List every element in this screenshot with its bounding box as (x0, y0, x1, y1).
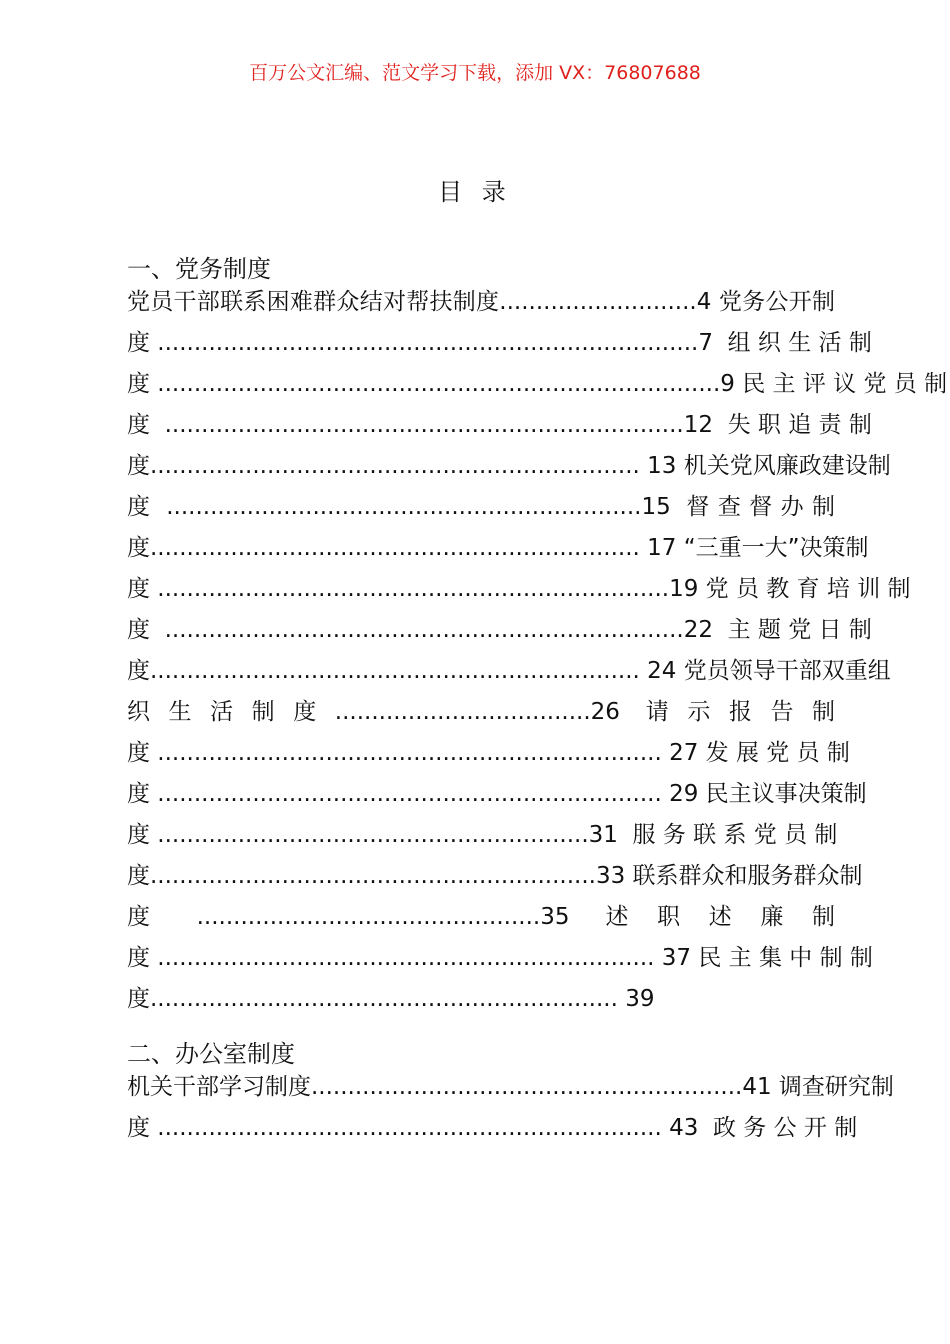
toc-line[interactable]: 党员干部联系困难群众结对帮扶制度...........................4 党务公开制 (127, 289, 835, 315)
toc-line[interactable]: 度 ...............................................35 述 职 述 廉 制 (127, 904, 835, 930)
toc-line[interactable]: 机关干部学习制度...........................................................41 调查研究制 (127, 1074, 894, 1100)
toc-line[interactable]: 度 ...........................................................31 服 务 联 系 党 员 制 (127, 822, 838, 848)
toc-line[interactable]: 度 ..................................................................... 43 政 务 公 开 制 (127, 1115, 858, 1141)
toc-line[interactable]: 度................................................................... 17 “三重一大”决策制 (127, 535, 869, 561)
section-heading-office: 二、办公室制度 (127, 1040, 295, 1068)
toc-line[interactable]: 度 ..................................................................... 27 发 展 党 员 制 (127, 740, 850, 766)
toc-line[interactable]: 度 .......................................................................12 失 职 追 责 制 (127, 412, 872, 438)
toc-line[interactable]: 度 ..................................................................... 29 民主议事决策制 (127, 781, 867, 807)
toc-line[interactable]: 度 .................................................................15 督 查 督 办 制 (127, 494, 835, 520)
toc-party-affairs (127, 282, 948, 1020)
toc-line[interactable]: 度 .......................................................................22 主 题 党 日 制 (127, 617, 872, 643)
toc-office (127, 1067, 894, 1149)
toc-line[interactable]: 度 ..........................................................................7 组 织 生 活 制 (127, 330, 872, 356)
toc-line[interactable]: 度.............................................................33 联系群众和服务群众制 (127, 863, 863, 889)
toc-line[interactable]: 度 .................................................................... 37 民 主 集 中 制 制 (127, 945, 873, 971)
toc-line[interactable]: 度................................................................... 24 党员领导干部双重组 (127, 658, 891, 684)
toc-line[interactable]: 度 .............................................................................9 民 主 评 议 党 员 制 (127, 371, 948, 397)
toc-line[interactable]: 织 生 活 制 度 ...................................26 请 示 报 告 制 (127, 699, 835, 725)
section-heading-party-affairs: 一、党务制度 (127, 255, 271, 283)
toc-line[interactable]: 度................................................................... 13 机关党风廉政建设制 (127, 453, 891, 479)
toc-line[interactable]: 度 ......................................................................19 党 员 教 育 培 训 制 (127, 576, 911, 602)
toc-line[interactable]: 度................................................................ 39 (127, 986, 655, 1012)
watermark-header: 百万公文汇编、范文学习下载，添加 VX：76807688 (249, 62, 701, 84)
page-title: 目 录 (438, 178, 512, 206)
